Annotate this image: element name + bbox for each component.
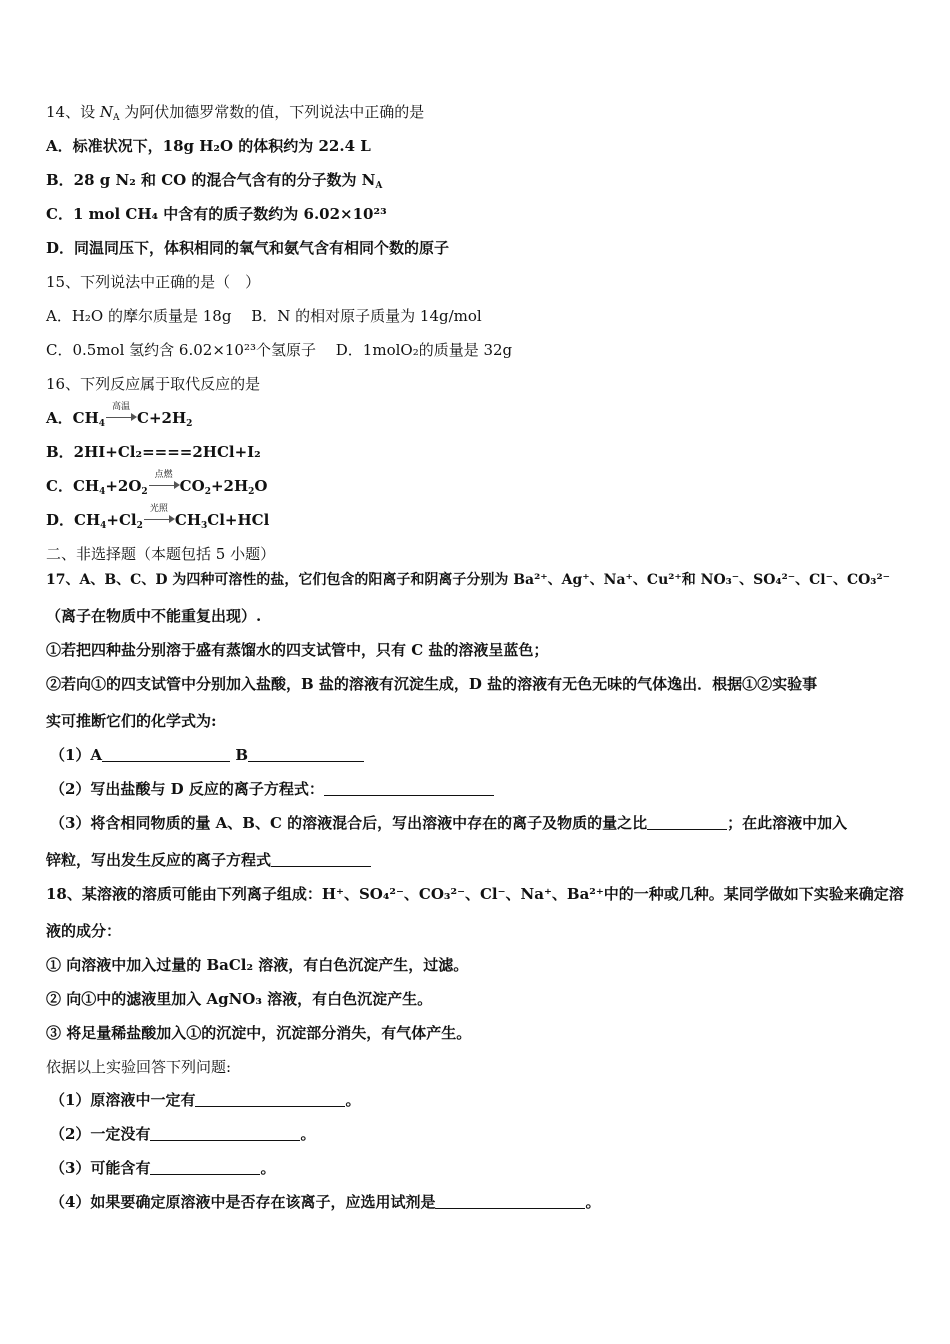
q18-line-3: ① 向溶液中加入过量的 BaCl₂ 溶液，有白色沉淀产生，过滤。 (46, 956, 469, 974)
q16-option-c: C．$CH_4+2O_2$ 点燃 $CO_2+2H_2O$ (46, 470, 268, 497)
q17-line-5: 实可推断它们的化学式为: (46, 712, 217, 730)
section-heading: 二、非选择题（本题包括 5 小题） (46, 545, 276, 563)
answer-blank[interactable] (324, 781, 494, 796)
answer-blank[interactable] (248, 747, 364, 762)
answer-blank[interactable] (435, 1194, 585, 1209)
q17-sub-2: （2）写出盐酸与 D 反应的离子方程式： (50, 779, 494, 799)
answer-blank[interactable] (150, 1126, 300, 1141)
q17-line-1: 17、A、B、C、D 为四种可溶性的盐，它们包含的阳离子和阴离子分别为 Ba²⁺、Ag⁺、Na⁺、Cu²⁺和 NO₃⁻、SO₄²⁻、Cl⁻、CO₃²⁻ (46, 572, 890, 588)
q17-line-3: ①若把四种盐分别溶于盛有蒸馏水的四支试管中，只有 C 盐的溶液呈蓝色； (46, 641, 549, 659)
q18-sub-2: （2）一定没有 。 (50, 1125, 316, 1143)
q17-sub-1: （1）A B (50, 745, 364, 765)
q14-option-a: A．标准状况下，18g H₂O 的体积约为 22.4 L (46, 137, 371, 155)
q18-line-1: 18、某溶液的溶质可能由下列离子组成：H⁺、SO₄²⁻、CO₃²⁻、Cl⁻、Na⁺、Ba²⁺中的一种或几种。某同学做如下实验来确定溶 (46, 885, 904, 903)
q18-sub-3: （3）可能含有 。 (50, 1159, 276, 1177)
reaction-arrow-icon: 光照 (144, 511, 174, 525)
q17-line-2: （离子在物质中不能重复出现）. (46, 607, 262, 625)
q14-option-b: B．28 g N₂ 和 CO 的混合气含有的分子数为 $N_A$ (46, 171, 383, 191)
q18-line-4: ② 向①中的滤液里加入 AgNO₃ 溶液，有白色沉淀产生。 (46, 990, 433, 1008)
q18-line-2: 液的成分： (46, 922, 122, 940)
q17-sub-3-cont: 锌粒，写出发生反应的离子方程式 (46, 850, 371, 870)
answer-blank[interactable] (150, 1160, 260, 1175)
q16-option-d: D．$CH_4+Cl_2$ 光照 $CH_3Cl+HCl$ (46, 504, 270, 531)
q14-option-c: C．1 mol CH₄ 中含有的质子数约为 6.02×10²³ (46, 205, 387, 223)
reaction-arrow-icon: 高温 (106, 409, 136, 423)
q16-option-a: A．$CH_4$ 高温 $C+2H_2$ (46, 402, 193, 429)
q15-options-ab: A．H₂O 的摩尔质量是 18g B．N 的相对原子质量为 14g/mol (46, 307, 482, 325)
q14-stem: 14、设 $N_A$ 为阿伏加德罗常数的值，下列说法中正确的是 (46, 103, 425, 123)
q18-sub-4: （4）如果要确定原溶液中是否存在该离子，应选用试剂是 。 (50, 1193, 601, 1211)
q18-line-6: 依据以上实验回答下列问题: (46, 1058, 232, 1076)
q18-sub-1: （1）原溶液中一定有 。 (50, 1091, 361, 1109)
answer-blank[interactable] (271, 852, 371, 867)
q17-line-4: ②若向①的四支试管中分别加入盐酸，B 盐的溶液有沉淀生成，D 盐的溶液有无色无味的气体逸出．根据①②实验事 (46, 675, 818, 693)
q15-stem: 15、下列说法中正确的是（ ） (46, 273, 261, 291)
q15-options-cd: C．0.5mol 氢约含 6.02×10²³个氢原子 D．1molO₂的质量是 32g (46, 341, 513, 359)
answer-blank[interactable] (647, 815, 727, 830)
q14-option-d: D．同温同压下，体积相同的氧气和氨气含有相同个数的原子 (46, 239, 450, 257)
q16-option-b: B．2HI+Cl₂====2HCl+I₂ (46, 443, 261, 461)
answer-blank[interactable] (102, 747, 230, 762)
q16-stem: 16、下列反应属于取代反应的是 (46, 375, 261, 393)
answer-blank[interactable] (195, 1092, 345, 1107)
reaction-arrow-icon: 点燃 (149, 477, 179, 491)
q18-line-5: ③ 将足量稀盐酸加入①的沉淀中，沉淀部分消失，有气体产生。 (46, 1024, 472, 1042)
q17-sub-3: （3）将含相同物质的量 A、B、C 的溶液混合后，写出溶液中存在的离子及物质的量之比 ；在此溶液中加入 (50, 814, 848, 832)
